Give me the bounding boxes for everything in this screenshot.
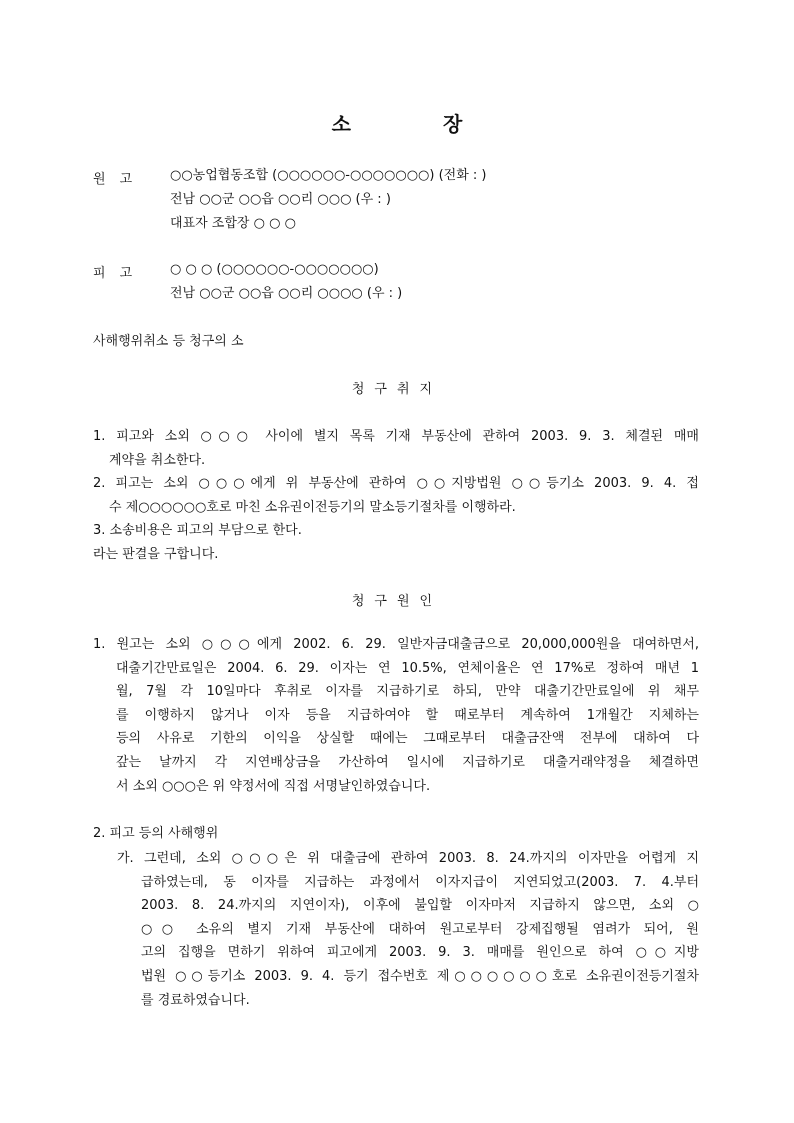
plaintiff-label-a: 원 bbox=[93, 172, 106, 187]
title-char-2: 장 bbox=[443, 112, 463, 136]
claim-cause-item-1-line-6: 갚는 날까지 각 지연배상금을 가산하여 일시에 지급하기로 대출거래약정을 체결하면 bbox=[116, 754, 699, 770]
claim-purpose-item-1-line-1: 1. 피고와 소외 ○○○ 사이에 별지 목록 기재 부동산에 관하여 2003. 9. 3. 체결된 매매 bbox=[93, 429, 699, 444]
claim-cause-item-1-line-7: 서 소외 ○○○은 위 약정서에 직접 서명날인하였습니다. bbox=[116, 778, 431, 794]
claim-cause-item-2a bbox=[117, 847, 699, 1012]
claim-cause-item-2a-line-1: 가. 그런데, 소외 ○○○은 위 대출금에 관하여 2003. 8. 24.까지의 이자만을 어렵게 지 bbox=[117, 851, 699, 866]
plaintiff-address-line: 전남 ○○군 ○○읍 ○○리 ○○○ (우 : ) bbox=[170, 192, 391, 207]
claim-cause-item-2a-line-2: 급하였는데, 동 이자를 지급하는 과정에서 이자지급이 지연되었고(2003. 7. 4.부터 bbox=[141, 874, 699, 890]
claim-purpose-item-2-line-1: 2. 피고는 소외 ○○○에게 위 부동산에 관하여 ○○지방법원 ○○등기소 2003. 9. 4. 접 bbox=[93, 476, 699, 492]
document-title bbox=[0, 108, 794, 137]
defendant-label-a: 피 bbox=[93, 266, 106, 281]
title-char-1: 소 bbox=[331, 112, 351, 136]
defendant-label bbox=[93, 262, 132, 281]
claim-cause-item-1 bbox=[93, 633, 699, 798]
claim-cause-item-2a-line-7: 를 경료하였습니다. bbox=[141, 992, 250, 1008]
claim-cause-item-2a-line-4: ○○ 소유의 별지 기재 부동산에 대하여 원고로부터 강제집행될 염려가 되어, 원 bbox=[141, 921, 699, 937]
claim-cause-item-1-line-5: 등의 사유로 기한의 이익을 상실할 때에는 그때로부터 대출금잔액 전부에 대하여 다 bbox=[116, 731, 699, 747]
defendant-address-line: 전남 ○○군 ○○읍 ○○리 ○○○○ (우 : ) bbox=[170, 286, 403, 301]
claim-cause-item-2a-line-6: 법원 ○○등기소 2003. 9. 4. 등기 접수번호 제○○○○○○호로 소유권이전등기절차 bbox=[141, 968, 699, 984]
claim-cause-item-2-heading: 2. 피고 등의 사해행위 bbox=[93, 826, 219, 841]
claim-purpose-item-2-line-2: 수 제○○○○○○호로 마친 소유권이전등기의 말소등기절차를 이행하라. bbox=[109, 499, 516, 515]
plaintiff-label-b: 고 bbox=[119, 172, 133, 187]
claim-purpose-heading: 청구취지 bbox=[351, 382, 443, 397]
claim-cause-item-1-line-3: 월, 7월 각 10일마다 후취로 이자를 지급하기로 하되, 만약 대출기간만료일에 위 채무 bbox=[116, 684, 699, 700]
claim-purpose-item-1-line-2: 계약을 취소한다. bbox=[109, 452, 206, 468]
plaintiff-name-line: ○○농업협동조합 (○○○○○○-○○○○○○○) (전화 : ) bbox=[170, 168, 487, 183]
claim-cause-item-2a-line-3: 2003. 8. 24.까지의 지연이자), 이후에 불입할 이자마저 지급하지 않으면, 소외 ○ bbox=[141, 898, 699, 914]
plaintiff-representative-line: 대표자 조합장 ○ ○ ○ bbox=[170, 216, 296, 231]
claim-cause-item-1-line-2: 대출기간만료일은 2004. 6. 29. 이자는 연 10.5%, 연체이율은 연 17%로 정하여 매년 1 bbox=[116, 660, 699, 676]
claim-cause-item-1-line-4: 를 이행하지 않거나 이자 등을 지급하여야 할 때로부터 계속하여 1개월간 지체하는 bbox=[116, 707, 699, 723]
defendant-name-line: ○ ○ ○ (○○○○○○-○○○○○○○) bbox=[170, 262, 379, 277]
claim-purpose-item-3-line-1: 3. 소송비용은 피고의 부담으로 한다. bbox=[93, 523, 302, 539]
defendant-label-b: 고 bbox=[119, 266, 133, 281]
case-name: 사해행위취소 등 청구의 소 bbox=[93, 334, 244, 349]
plaintiff-label bbox=[93, 168, 132, 187]
claim-purpose-list bbox=[93, 425, 699, 567]
claim-purpose-closing: 라는 판결을 구합니다. bbox=[93, 546, 219, 562]
claim-cause-heading: 청구원인 bbox=[351, 594, 443, 609]
claim-cause-item-1-line-1: 1. 원고는 소외 ○○○에게 2002. 6. 29. 일반자금대출금으로 20,000,000원을 대여하면서, bbox=[93, 637, 699, 652]
claim-cause-item-2a-line-5: 고의 집행을 면하기 위하여 피고에게 2003. 9. 3. 매매를 원인으로 하여 ○○지방 bbox=[141, 945, 699, 961]
